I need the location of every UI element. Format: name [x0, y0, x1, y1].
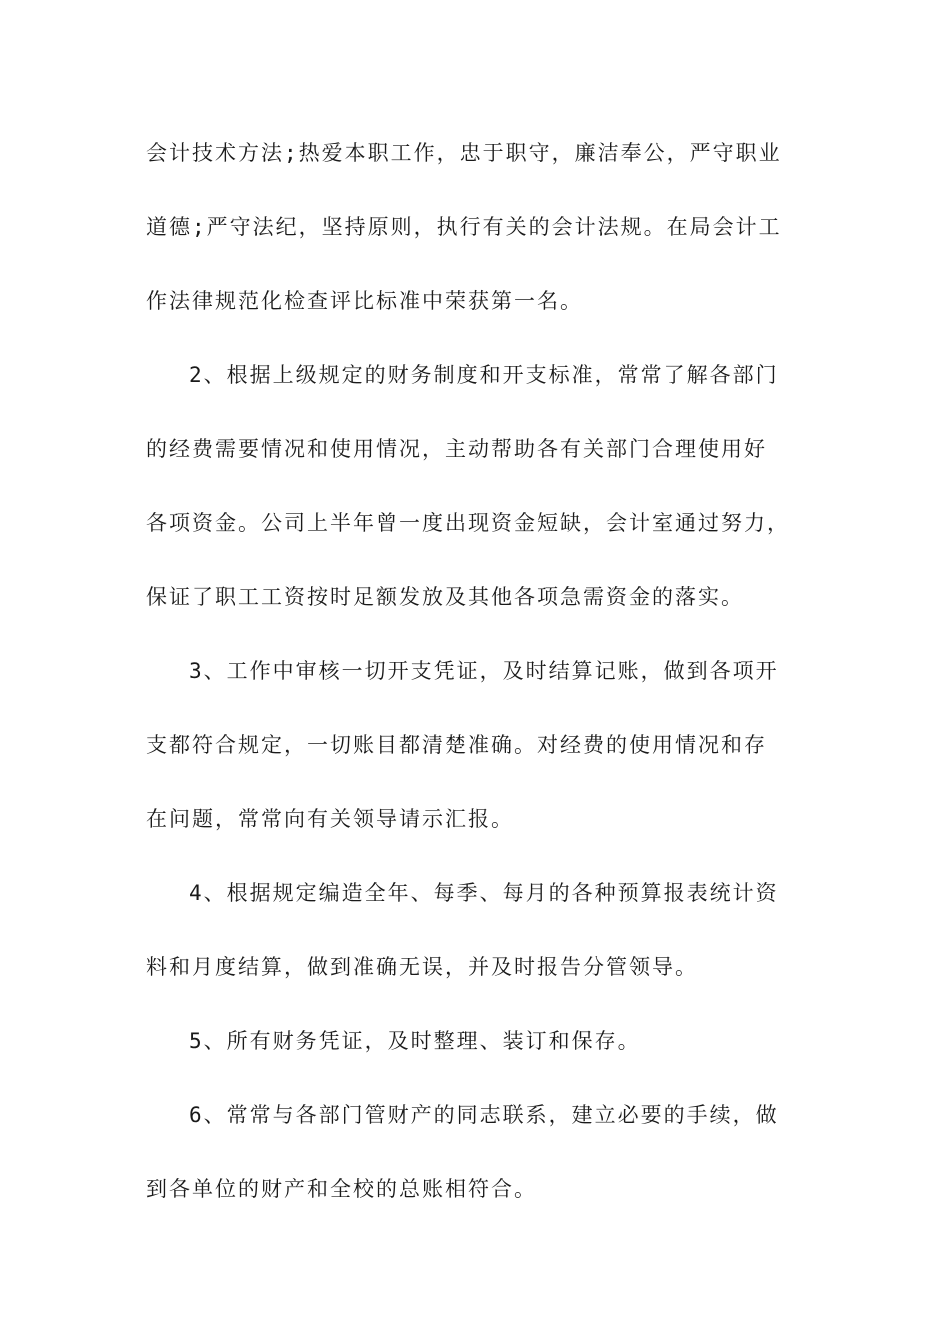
paragraph-3-start: 3、工作中审核一切开支凭证，及时结算记账，做到各项开 — [189, 659, 779, 683]
text-line: 料和月度结算，做到准确无误，并及时报告分管领导。 — [146, 955, 698, 979]
paragraph-2-start: 2、根据上级规定的财务制度和开支标准，常常了解各部门 — [189, 363, 779, 387]
text-line: 的经费需要情况和使用情况，主动帮助各有关部门合理使用好 — [146, 437, 767, 461]
paragraph-5-start: 5、所有财务凭证，及时整理、装订和保存。 — [189, 1029, 641, 1053]
text-line: 到各单位的财产和全校的总账相符合。 — [146, 1177, 537, 1201]
paragraph-6-start: 6、常常与各部门管财产的同志联系，建立必要的手续，做 — [189, 1103, 779, 1127]
text-line: 保证了职工工资按时足额发放及其他各项急需资金的落实。 — [146, 585, 744, 609]
text-line: 会计技术方法;热爱本职工作，忠于职守，廉洁奉公，严守职业 — [146, 141, 782, 165]
paragraph-4-start: 4、根据规定编造全年、每季、每月的各种预算报表统计资 — [189, 881, 779, 905]
text-line: 在问题，常常向有关领导请示汇报。 — [146, 807, 514, 831]
text-line: 作法律规范化检查评比标准中荣获第一名。 — [146, 289, 583, 313]
text-line: 各项资金。公司上半年曾一度出现资金短缺，会计室通过努力， — [146, 511, 790, 535]
text-line: 道德;严守法纪，坚持原则，执行有关的会计法规。在局会计工 — [146, 215, 782, 239]
text-line: 支都符合规定，一切账目都清楚准确。对经费的使用情况和存 — [146, 733, 767, 757]
